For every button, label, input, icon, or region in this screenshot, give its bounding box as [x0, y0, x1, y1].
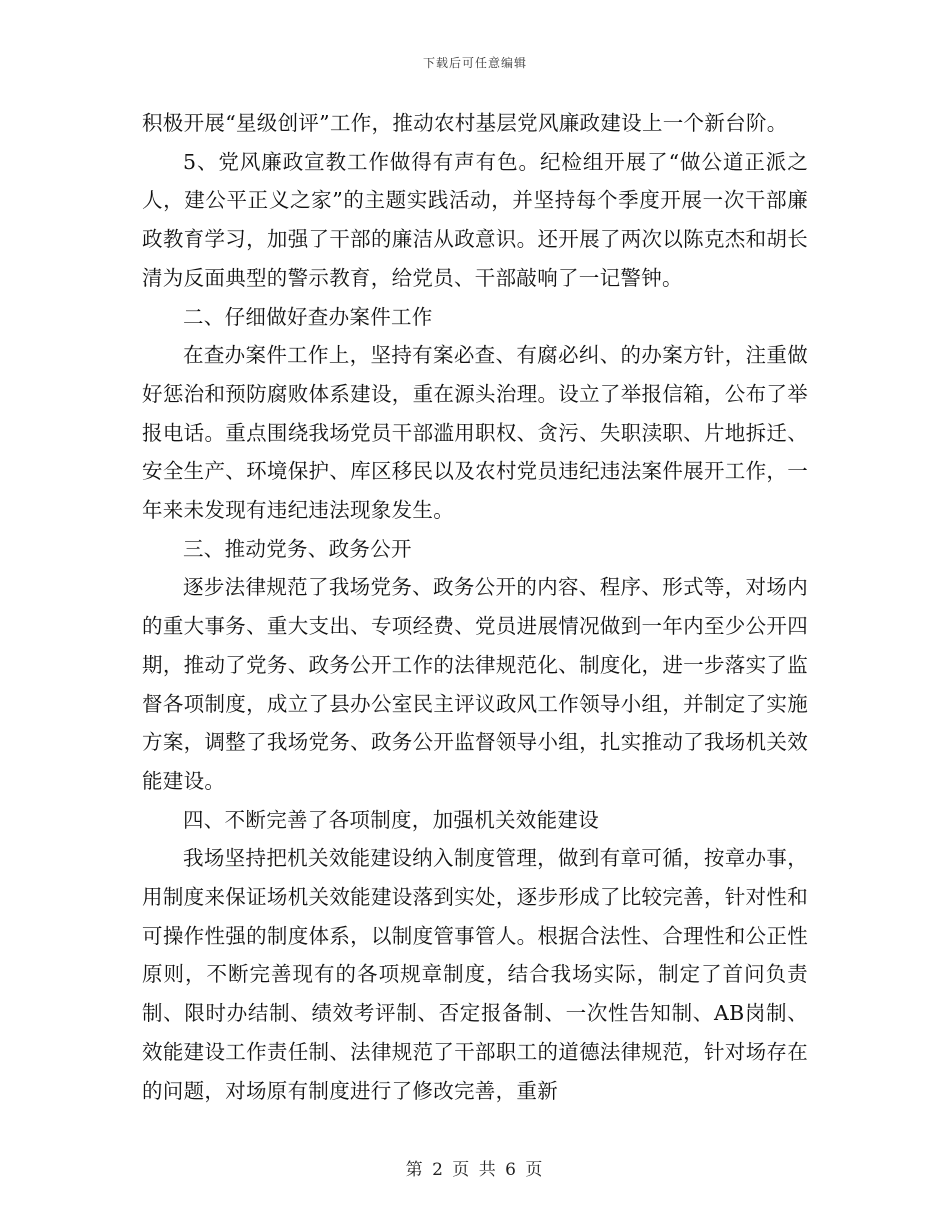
section-heading: 四、不断完善了各项制度，加强机关效能建设	[183, 807, 599, 832]
page-header: 下载后可任意编辑	[422, 56, 527, 70]
document-body	[142, 104, 808, 1110]
paragraph: 我场坚持把机关效能建设纳入制度管理，做到有章可循，按章办事，用制度来保证场机关效能建设落到实处，逐步形成了比较完善，针对性和可操作性强的制度体系，以制度管事管人。根据合法性、合理性和公正性原则，不断完善现有的各项规章制度，结合我场实际，制定了首问负责制、限时办结制、绩效考评制、否定报备制、一次性告知制、AB岗制、效能建设工作责任制、法律规范了干部职工的道德法律规范，针对场存在的问题，对场原有制度进行了修改完善，重新	[142, 846, 808, 1103]
section-heading: 三、推动党务、政务公开	[183, 536, 412, 561]
paragraph: 积极开展“星级创评”工作，推动农村基层党风廉政建设上一个新台阶。	[142, 111, 788, 135]
paragraph: 逐步法律规范了我场党务、政务公开的内容、程序、形式等，对场内的重大事务、重大支出、专项经费、党员进展情况做到一年内至少公开四期，推动了党务、政务公开工作的法律规范化、制度化，进一步落实了监督各项制度，成立了县办公室民主评议政风工作领导小组，并制定了实施方案，调整了我场党务、政务公开监督领导小组，扎实推动了我场机关效能建设。	[142, 575, 808, 793]
paragraph: 在查办案件工作上，坚持有案必查、有腐必纠、的办案方针，注重做好惩治和预防腐败体系建设，重在源头治理。设立了举报信箱，公布了举报电话。重点围绕我场党员干部滥用职权、贪污、失职渎职、片地拆迁、安全生产、环境保护、库区移民以及农村党员违纪违法案件展开工作，一年来未发现有违纪违法现象发生。	[142, 343, 808, 523]
section-heading: 二、仔细做好查办案件工作	[183, 304, 433, 329]
paragraph: 5、党风廉政宣教工作做得有声有色。纪检组开展了“做公道正派之人，建公平正义之家”的主题实践活动，并坚持每个季度开展一次干部廉政教育学习，加强了干部的廉洁从政意识。还开展了两次以陈克杰和胡长清为反面典型的警示教育，给党员、干部敲响了一记警钟。	[142, 149, 808, 290]
page-footer: 第 2 页 共 6 页	[405, 1160, 545, 1180]
